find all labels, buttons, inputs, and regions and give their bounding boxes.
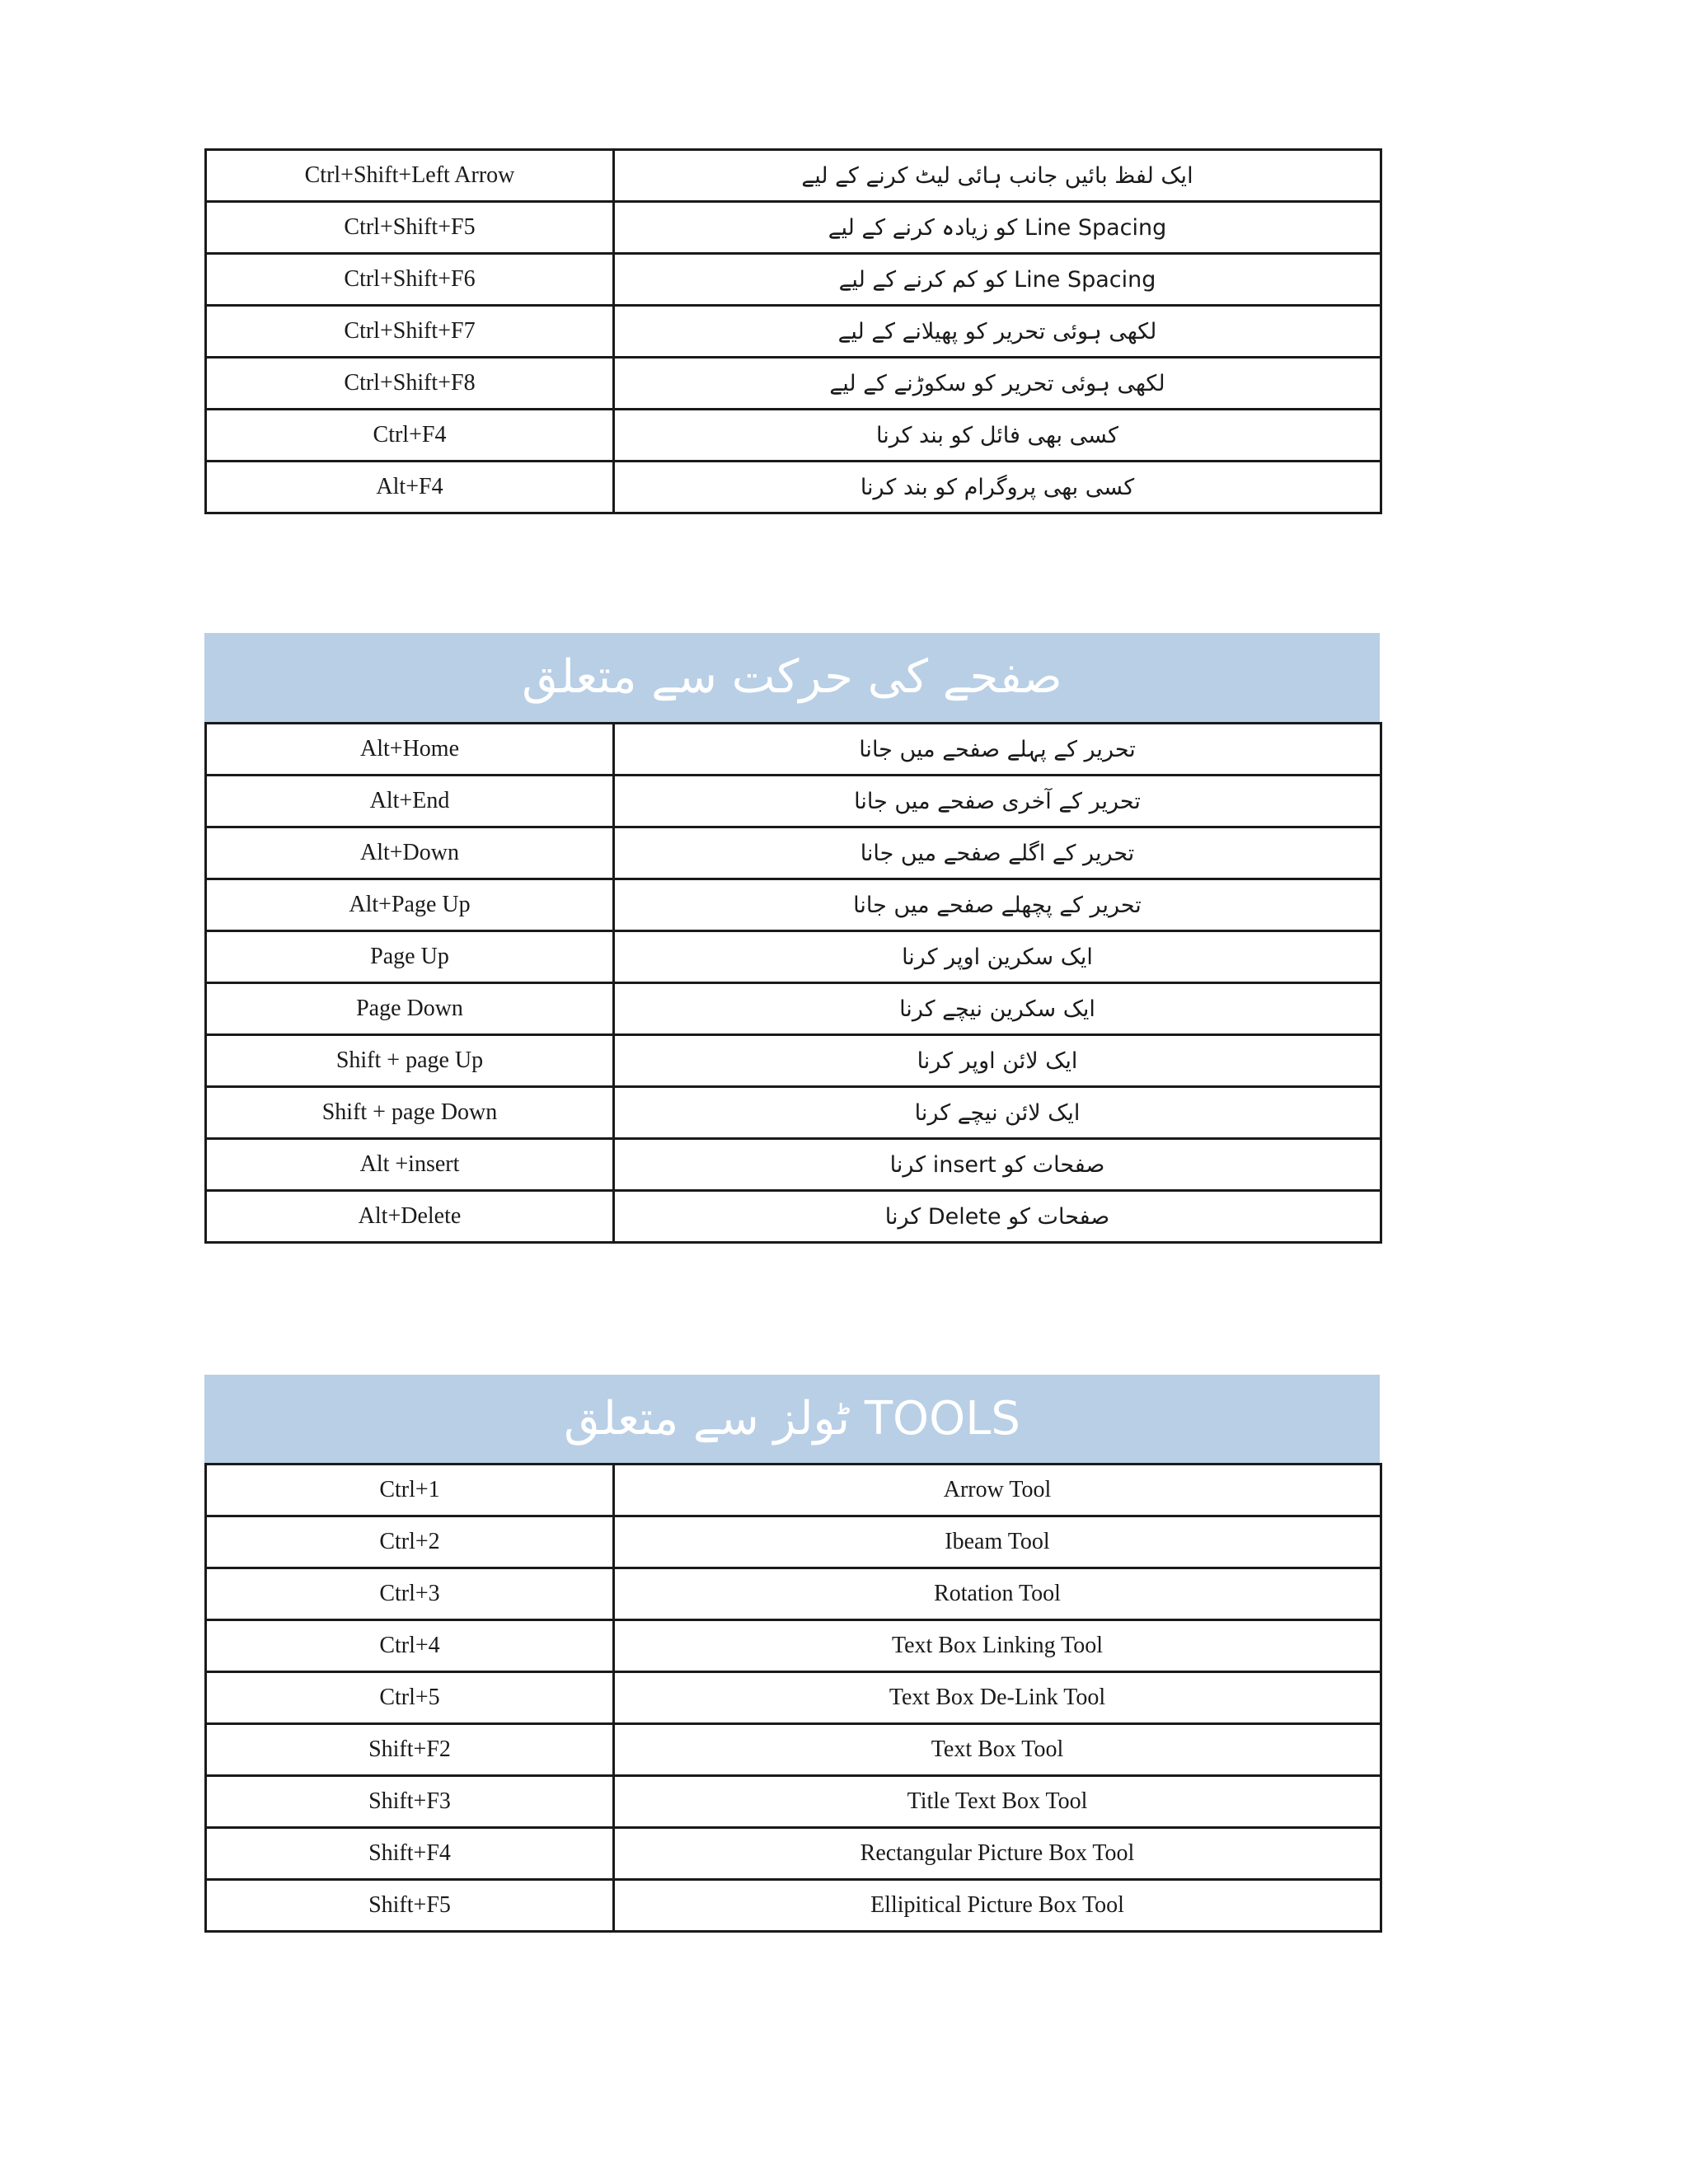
shortcut-description: ایک لائن نیچے کرنا	[614, 1087, 1381, 1139]
table-row	[206, 724, 1381, 776]
shortcut-description: صفحات کو Delete کرنا	[614, 1191, 1381, 1243]
shortcut-description: Line Spacing کو کم کرنے کے لیے	[614, 254, 1381, 306]
table-row	[206, 1672, 1381, 1724]
shortcut-description: Text Box Linking Tool	[614, 1620, 1381, 1672]
shortcut-key: Ctrl+1	[206, 1465, 614, 1516]
shortcut-key: Ctrl+Shift+F6	[206, 254, 614, 306]
table-row	[206, 358, 1381, 410]
shortcut-key: Shift+F5	[206, 1880, 614, 1932]
shortcut-key: Alt+Page Up	[206, 879, 614, 931]
table-row	[206, 1465, 1381, 1516]
shortcut-description: Rotation Tool	[614, 1568, 1381, 1620]
table-row	[206, 1568, 1381, 1620]
shortcut-description: لکھی ہوئی تحریر کو سکوڑنے کے لیے	[614, 358, 1381, 410]
table-row	[206, 1191, 1381, 1243]
shortcut-key: Shift+F3	[206, 1776, 614, 1828]
section-header: صفحے کی حرکت سے متعلق	[204, 633, 1380, 722]
table-row	[206, 776, 1381, 827]
table-row	[206, 1516, 1381, 1568]
table-row	[206, 202, 1381, 254]
shortcut-key: Alt+End	[206, 776, 614, 827]
shortcut-description: لکھی ہوئی تحریر کو پھیلانے کے لیے	[614, 306, 1381, 358]
shortcut-key: Ctrl+4	[206, 1620, 614, 1672]
shortcut-table-page-movement	[204, 633, 1380, 1244]
table-row	[206, 254, 1381, 306]
shortcut-description: ایک لفظ بائیں جانب ہائی لیٹ کرنے کے لیے	[614, 150, 1381, 202]
shortcut-description: تحریر کے پہلے صفحے میں جانا	[614, 724, 1381, 776]
shortcut-key: Shift + page Up	[206, 1035, 614, 1087]
shortcut-description: کسی بھی پروگرام کو بند کرنا	[614, 462, 1381, 513]
shortcut-key: Page Down	[206, 983, 614, 1035]
shortcut-key: Shift+F2	[206, 1724, 614, 1776]
shortcut-key: Ctrl+Shift+F5	[206, 202, 614, 254]
shortcut-description: تحریر کے پچھلے صفحے میں جانا	[614, 879, 1381, 931]
shortcut-description: Rectangular Picture Box Tool	[614, 1828, 1381, 1880]
table-row	[206, 1620, 1381, 1672]
shortcut-key: Ctrl+5	[206, 1672, 614, 1724]
shortcut-description: Text Box Tool	[614, 1724, 1381, 1776]
table-row	[206, 1035, 1381, 1087]
shortcut-key: Ctrl+Shift+F8	[206, 358, 614, 410]
table-row	[206, 150, 1381, 202]
shortcut-table-tools	[204, 1375, 1380, 1933]
table-row	[206, 410, 1381, 462]
table-row	[206, 983, 1381, 1035]
table-row	[206, 879, 1381, 931]
shortcut-key: Alt+Delete	[206, 1191, 614, 1243]
table-row	[206, 1139, 1381, 1191]
shortcut-key: Page Up	[206, 931, 614, 983]
shortcut-description: کسی بھی فائل کو بند کرنا	[614, 410, 1381, 462]
shortcut-description: Ellipitical Picture Box Tool	[614, 1880, 1381, 1932]
shortcut-key: Alt +insert	[206, 1139, 614, 1191]
table-page-movement-shortcuts	[204, 722, 1382, 1244]
table-text-shortcuts	[204, 148, 1382, 514]
shortcut-description: Arrow Tool	[614, 1465, 1381, 1516]
shortcut-description: Ibeam Tool	[614, 1516, 1381, 1568]
shortcut-key: Ctrl+F4	[206, 410, 614, 462]
shortcut-key: Ctrl+3	[206, 1568, 614, 1620]
shortcut-key: Alt+F4	[206, 462, 614, 513]
shortcut-key: Alt+Home	[206, 724, 614, 776]
shortcut-key: Ctrl+Shift+F7	[206, 306, 614, 358]
shortcut-key: Ctrl+Shift+Left Arrow	[206, 150, 614, 202]
shortcut-description: تحریر کے اگلے صفحے میں جانا	[614, 827, 1381, 879]
shortcut-key: Alt+Down	[206, 827, 614, 879]
shortcut-description: Text Box De-Link Tool	[614, 1672, 1381, 1724]
shortcut-key: Ctrl+2	[206, 1516, 614, 1568]
table-row	[206, 931, 1381, 983]
shortcut-description: ایک سکرین اوپر کرنا	[614, 931, 1381, 983]
table-row	[206, 1724, 1381, 1776]
table-row	[206, 1880, 1381, 1932]
table-row	[206, 827, 1381, 879]
table-row	[206, 1828, 1381, 1880]
shortcut-description: Title Text Box Tool	[614, 1776, 1381, 1828]
shortcut-description: تحریر کے آخری صفحے میں جانا	[614, 776, 1381, 827]
shortcut-description: Line Spacing کو زیادہ کرنے کے لیے	[614, 202, 1381, 254]
shortcut-key: Shift + page Down	[206, 1087, 614, 1139]
table-tools-shortcuts	[204, 1463, 1382, 1933]
shortcut-key: Shift+F4	[206, 1828, 614, 1880]
table-row	[206, 1776, 1381, 1828]
table-row	[206, 1087, 1381, 1139]
shortcut-table-text	[204, 148, 1380, 514]
table-row	[206, 306, 1381, 358]
section-header: TOOLS ٹولز سے متعلق	[204, 1375, 1380, 1463]
shortcut-description: صفحات کو insert کرنا	[614, 1139, 1381, 1191]
shortcut-description: ایک لائن اوپر کرنا	[614, 1035, 1381, 1087]
table-row	[206, 462, 1381, 513]
shortcut-description: ایک سکرین نیچے کرنا	[614, 983, 1381, 1035]
